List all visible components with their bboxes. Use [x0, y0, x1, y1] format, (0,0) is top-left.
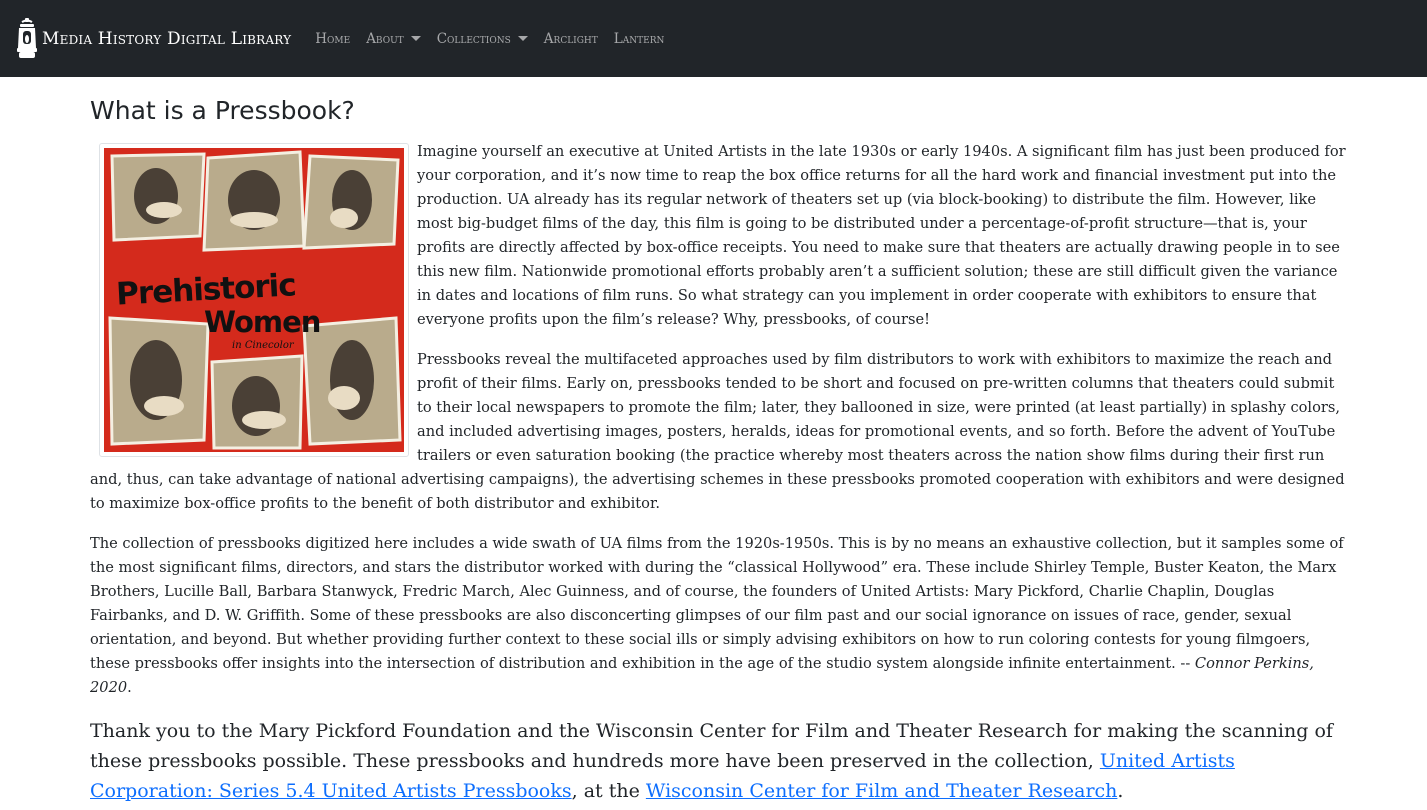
author-credit: Connor Perkins, 2020 — [90, 654, 1314, 696]
poster-title-line2: Women — [204, 304, 321, 339]
main-content — [0, 77, 1427, 806]
collection-paragraph-text: The collection of pressbooks digitized here includes a wide swath of UA films from the 1920s-1950s. This is by no means an exhaustive collection, but it samples some of the most significant films, directors, and stars the distributor worked with during the “classical Hollywood” era. These include Shirley Temple, Buster Keaton, the Marx Brothers, Lucille Ball, Barbara Stanwyck, Fredric March, Alec Guinness, and of course, the founders of United Artists: Mary Pickford, Charlie Chaplin, Douglas Fairbanks, and D. W. Griffith. Some of these pressbooks are also disconcerting glimpses of our film past and our social ignorance on issues of race, gender, sexual orientation, and beyond. But whether providing further context to these social ills or simply advising exhibitors on how to run coloring contests for young filmgoers, these pressbooks offer insights into the intersection of distribution and exhibition in the age of the studio system alongside infinite entertainment. -- — [90, 534, 1344, 672]
nav-home[interactable] — [307, 31, 358, 47]
collection-paragraph — [90, 532, 1347, 700]
nav-lantern[interactable] — [606, 31, 673, 47]
united-artists-collection-link[interactable]: United Artists Corporation: Series 5.4 United Artists Pressbooks — [90, 749, 1235, 802]
thanks-text-1: Thank you to the Mary Pickford Foundation and the Wisconsin Center for Film and Theater Research for making the scanning of these pressbooks possible. These pressbooks and hundreds more have been preserved in the collection, — [90, 719, 1333, 772]
nav-arclight-label: Arclight — [543, 30, 598, 47]
page-title: What is a Pressbook? — [90, 96, 355, 125]
intro-section — [90, 140, 1347, 532]
thanks-text-2: , at the — [571, 779, 646, 802]
pressbook-poster-image — [104, 148, 404, 452]
nav-collections-label: Collections — [436, 30, 511, 47]
nav-collections-dropdown[interactable] — [429, 31, 536, 47]
intro-paragraph-2: Pressbooks reveal the multifaceted approaches used by film distributors to work with exhibitors to maximize the reach and profit of their films. Early on, pressbooks tended to be short and focused on pre-written columns that theaters could submit to their local newspapers to promote the film; later, they ballooned in size, were printed (at least partially) in splashy colors, and included advertising images, posters, heralds, ideas for promotional events, and so forth. Before the advent of YouTube trailers or even saturation booking (the practice whereby most theaters across the nation show films during their first run and, thus, can take advantage of national advertising campaigns), the advertising schemes in these pressbooks promoted cooperation with exhibitors and were designed to maximize box-office profits to the benefit of both distributor and exhibitor. — [90, 350, 1345, 512]
nav-home-label: Home — [315, 30, 351, 47]
navbar — [0, 0, 1427, 77]
nav-arclight[interactable] — [536, 31, 606, 47]
pressbook-image-frame — [99, 143, 409, 457]
brand-title: Media History Digital Library — [42, 28, 292, 49]
nav-links — [307, 31, 672, 47]
collection-paragraph-end: . — [127, 678, 132, 696]
poster-subtitle: in Cinecolor — [232, 339, 294, 351]
brand-link[interactable] — [16, 18, 291, 60]
intro-paragraph-1: Imagine yourself an executive at United Artists in the late 1930s or early 1940s. A significant film has just been produced for your corporation, and it’s now time to reap the box office returns for all the hard work and financial investment put into the production. UA already has its regular network of theaters set up (via block-booking) to distribute the film. However, like most big-budget films of the day, this film is going to be distributed under a percentage-of-profit structure—that is, your profits are directly affected by box-office receipts. You need to make sure that theaters are actually drawing people in to see this new film. Nationwide promotional efforts probably aren’t a sufficient solution; these are still difficult given the variance in dates and locations of film runs. So what strategy can you implement in order cooperate with exhibitors to ensure that everyone profits upon the film’s release? Why, pressbooks, of course! — [417, 142, 1346, 328]
nav-lantern-label: Lantern — [613, 30, 665, 47]
poster-title-line1: Prehistoric — [115, 266, 297, 313]
nav-about-dropdown[interactable] — [358, 31, 429, 47]
nav-about-label: About — [366, 30, 404, 47]
thanks-paragraph — [90, 716, 1347, 806]
caret-down-icon — [411, 36, 421, 41]
wcftr-link[interactable]: Wisconsin Center for Film and Theater Research — [645, 779, 1118, 802]
lantern-icon — [16, 18, 38, 60]
thanks-text-3: . — [1117, 779, 1124, 802]
caret-down-icon — [518, 36, 528, 41]
